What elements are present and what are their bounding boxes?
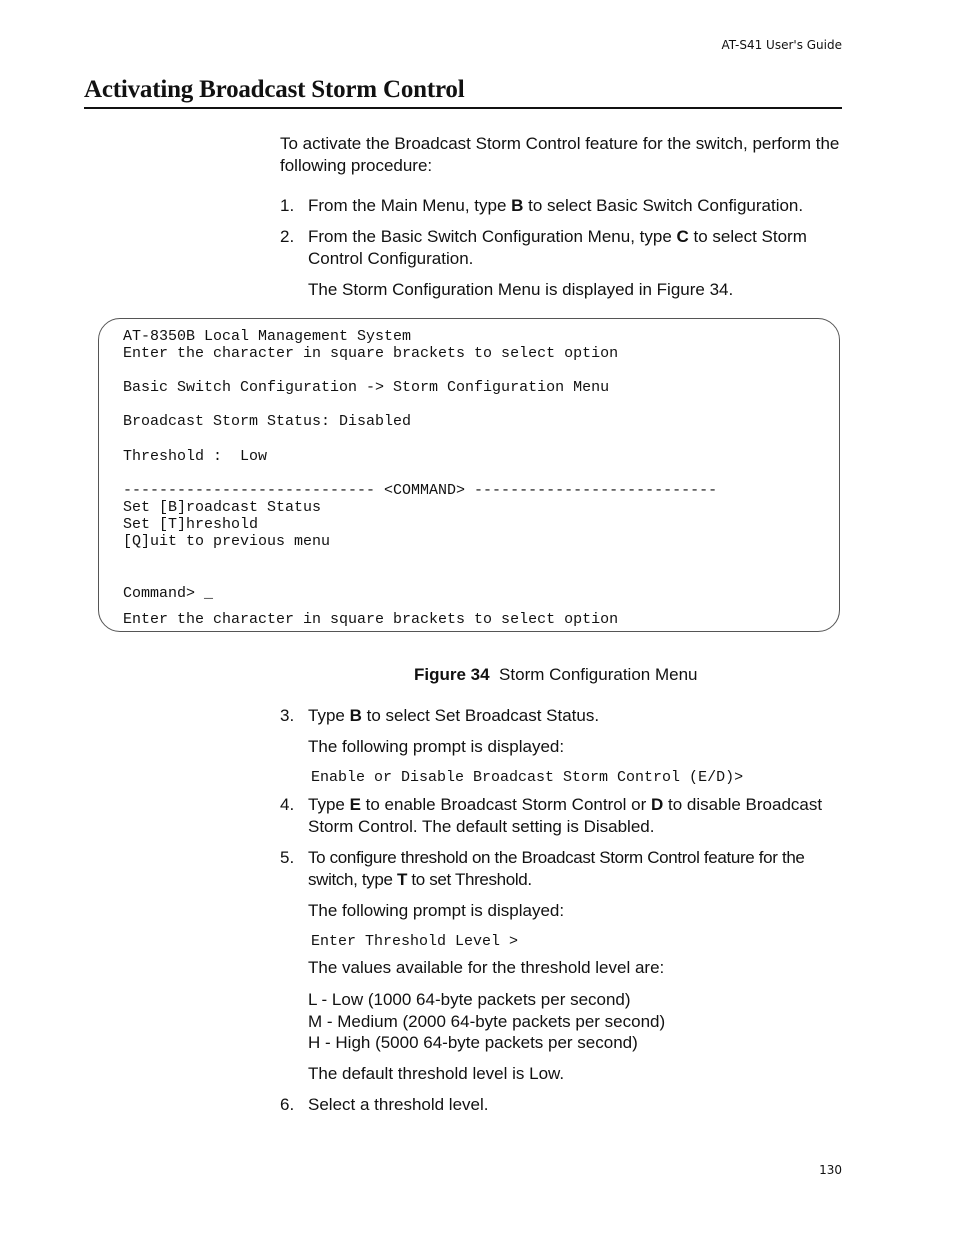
terminal-line: Enter the character in square brackets to select option xyxy=(123,345,619,362)
terminal-line: Threshold : Low xyxy=(123,448,268,465)
step-2-note: The Storm Configuration Menu is displayed in Figure 34. xyxy=(308,280,734,299)
terminal-command-prompt: Command> _ xyxy=(123,585,214,602)
terminal-line: Broadcast Storm Status: Disabled xyxy=(123,413,412,430)
intro-paragraph: To activate the Broadcast Storm Control feature for the switch, perform the following procedure: xyxy=(280,134,840,175)
section-title: Activating Broadcast Storm Control xyxy=(84,76,842,109)
step-number: 4. xyxy=(280,795,295,814)
step-key: D xyxy=(651,795,664,814)
step-text: to enable Broadcast Storm Control or xyxy=(360,795,652,814)
terminal-line: Enter the character in square brackets to select option xyxy=(123,611,619,628)
step-key: C xyxy=(676,227,689,246)
step-text: To configure threshold on the Broadcast Storm Control feature for the switch, type xyxy=(308,848,805,889)
page-number: 130 xyxy=(819,1163,842,1177)
step-3 xyxy=(280,705,840,727)
step-number: 3. xyxy=(280,706,295,725)
step-text: From the Basic Switch Configuration Menu, type xyxy=(308,227,677,246)
step-text: From the Main Menu, type xyxy=(308,196,512,215)
step-key: B xyxy=(349,706,362,725)
terminal-line: AT-8350B Local Management System xyxy=(123,328,412,345)
step-text: Type xyxy=(308,706,350,725)
broadcast-status-prompt: Enable or Disable Broadcast Storm Control (E/D)> xyxy=(311,769,744,786)
step-key: B xyxy=(511,196,524,215)
terminal-line: Set [T]hreshold xyxy=(123,516,259,533)
threshold-value-medium: M - Medium (2000 64-byte packets per second) xyxy=(308,1011,666,1031)
step-1 xyxy=(280,195,840,217)
step-text: to select Basic Switch Configuration. xyxy=(523,196,804,215)
threshold-values-list xyxy=(308,989,840,1054)
step-text: to select Set Broadcast Status. xyxy=(361,706,600,725)
running-header: AT-S41 User's Guide xyxy=(721,38,842,52)
step-3-note: The following prompt is displayed: xyxy=(308,737,565,756)
terminal-line: Set [B]roadcast Status xyxy=(123,499,322,516)
threshold-value-high: H - High (5000 64-byte packets per second) xyxy=(308,1033,638,1052)
step-2 xyxy=(280,226,840,270)
threshold-intro: The values available for the threshold level are: xyxy=(308,958,665,977)
step-5 xyxy=(280,847,840,891)
figure-label: Figure 34 xyxy=(414,665,490,684)
default-threshold-note: The default threshold level is Low. xyxy=(308,1064,565,1083)
step-number: 5. xyxy=(280,848,295,867)
step-5-note: The following prompt is displayed: xyxy=(308,901,565,920)
step-4 xyxy=(280,794,840,838)
step-text: Type xyxy=(308,795,350,814)
step-number: 1. xyxy=(280,196,295,215)
step-text: to disable Broadcast Storm Control. The default setting is Disabled. xyxy=(308,795,823,836)
figure-caption xyxy=(414,664,697,686)
threshold-value-low: L - Low (1000 64-byte packets per second) xyxy=(308,990,631,1009)
threshold-prompt: Enter Threshold Level > xyxy=(311,933,519,950)
terminal-line: [Q]uit to previous menu xyxy=(123,533,331,550)
step-6 xyxy=(280,1094,840,1116)
step-text: to select Storm Control Configuration. xyxy=(308,227,807,268)
terminal-command-divider: ---------------------------- <COMMAND> --------------------------- xyxy=(123,482,718,499)
step-text: Select a threshold level. xyxy=(308,1095,489,1114)
terminal-screen xyxy=(98,318,840,632)
step-key: T xyxy=(396,870,408,889)
step-key: E xyxy=(349,795,361,814)
step-text: to set Threshold. xyxy=(407,870,532,889)
figure-caption-text: Storm Configuration Menu xyxy=(499,665,698,684)
step-number: 6. xyxy=(280,1095,295,1114)
step-number: 2. xyxy=(280,227,295,246)
terminal-line: Basic Switch Configuration -> Storm Configuration Menu xyxy=(123,379,610,396)
